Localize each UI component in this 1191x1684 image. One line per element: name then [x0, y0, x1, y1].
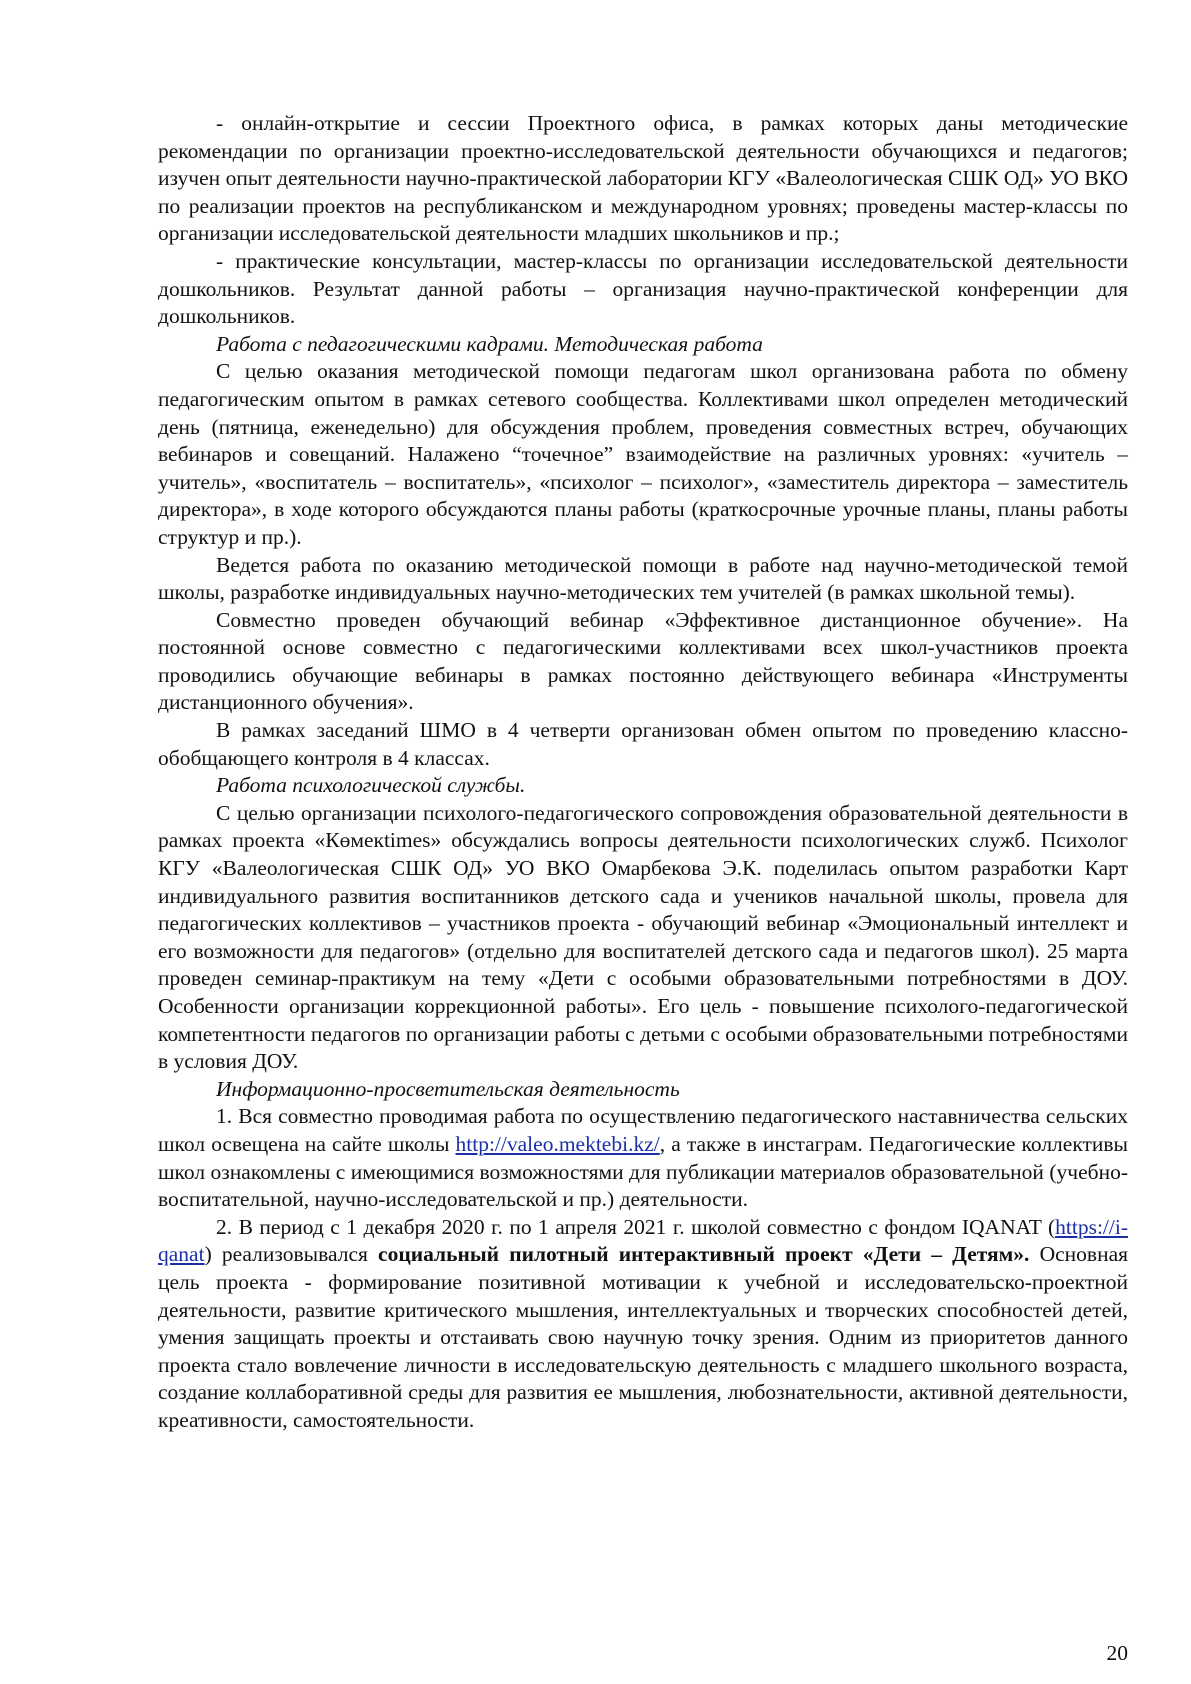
section-heading-psychological-service: Работа психологической службы. — [216, 773, 526, 798]
school-website-link[interactable]: http://valeo.mektebi.kz/ — [455, 1131, 660, 1156]
text-fragment: 2. В период с 1 декабря 2020 г. по 1 апреля 2021 г. школой совместно с фондом IQANAT ( — [216, 1214, 1056, 1239]
text-fragment: Основная цель проекта - формирование позитивной мотивации к учебной и исследовательско-проектной деятельности, развитие критического мышления, интеллектуальных и творческих способностей детей, умения защищать проекты и отстаивать свою научную точку зрения. Одним из приоритетов данного проекта стало вовлечение личности в исследовательскую деятельность с младшего школьного возраста, создание коллаборативной среды для развития ее мышления, любознательности, активной деятельности, креативности, самостоятельности. — [158, 1242, 1129, 1432]
text-fragment: ) реализовывался — [204, 1242, 379, 1267]
section-heading-information-activity: Информационно-просветительская деятельность — [216, 1076, 680, 1101]
page-number: 20 — [1106, 1641, 1128, 1665]
text-fragment: 1. Вся совместно проводимая работа по осуществлению педагогического наставничества сельских школ освещена на сайте школы — [158, 1104, 1128, 1156]
paragraph-research-topics: Ведется работа по оказанию методической помощи в работе над научно-методической темой школы, разработке индивидуальных научно-методических тем учителей (в рамках школьной темы). — [158, 552, 1128, 605]
paragraph-consultations: - практические консультации, мастер-классы по организации исследовательской деятельности дошкольников. Результат данной работы – организация научно-практической конференции для дошкольников. — [158, 248, 1128, 329]
paragraph-shmo: В рамках заседаний ШМО в 4 четверти организован обмен опытом по проведению классно-обобщающего контроля в 4 классах. — [158, 718, 1128, 770]
iqanat-link[interactable]: https://i-qanat — [158, 1214, 1128, 1267]
text-fragment: , а также в инстаграм. Педагогические коллективы школ ознакомлены с имеющимися возможностями для публикации материалов образовательной (учебно-воспитательной, научно-исследовательской и пр.) деятельности. — [158, 1131, 1128, 1212]
project-title-bold: социальный пилотный интерактивный проект «Дети – Детям». — [378, 1242, 1030, 1267]
paragraph-webinar: Совместно проведен обучающий вебинар «Эффективное дистанционное обучение». На постоянной основе совместно с педагогическими коллективами всех школ-участников проекта проводились обучающие вебинары в рамках постоянно действующего вебинара «Инструменты дистанционного обучения». — [158, 607, 1128, 715]
paragraph-methodical-help: С целью оказания методической помощи педагогам школ организована работа по обмену педагогическим опытом в рамках сетевого сообщества. Коллективами школ определен методический день (пятница, еженедельно) для обсуждения проблем, проведения совместных встреч, обучающих вебинаров и совещаний. Налажено “точечное” взаимодействие на различных уровнях: «учитель – учитель», «воспитатель – воспитатель», «психолог – психолог», «заместитель директора – заместитель директора», в ходе которого обсуждаются планы работы (краткосрочные урочные планы, планы работы структур и пр.). — [158, 359, 1128, 549]
paragraph-online-sessions: - онлайн-открытие и сессии Проектного офиса, в рамках которых даны методические рекомендации по организации проектно-исследовательской деятельности обучающихся и педагогов; изучен опыт деятельности научно-практической лаборатории КГУ «Валеологическая СШК ОД» УО ВКО по реализации проектов на республиканском и международном уровнях; проведены мастер-классы по организации исследовательской деятельности младших школьников и пр.; — [158, 111, 1128, 246]
section-heading-methodical-work: Работа с педагогическими кадрами. Методическая работа — [216, 331, 763, 356]
paragraph-website-coverage — [158, 1103, 1128, 1213]
paragraph-psychological-support: С целью организации психолого-педагогического сопровождения образовательной деятельности в рамках проекта «Көмекtimes» обсуждались вопросы деятельности психологических служб. Психолог КГУ «Валеологическая СШК ОД» УО ВКО Омарбекова Э.К. поделилась опытом разработки Карт индивидуального развития воспитанников детского сада и учеников начальной школы, провела для педагогических коллективов – участников проекта - обучающий вебинар «Эмоциональный интеллект и его возможности для педагогов» (отдельно для воспитателей детского сада и педагогов школ). 25 марта проведен семинар-практикум на тему «Дети с особыми образовательными потребностями в ДОУ. Особенности организации коррекционной работы». Его цель - повышение психолого-педагогической компетентности педагогов по организации работы с детьми с особыми образовательными потребностями в условия ДОУ. — [158, 800, 1128, 1074]
paragraph-pilot-project — [158, 1214, 1128, 1435]
document-body — [158, 110, 1128, 1435]
